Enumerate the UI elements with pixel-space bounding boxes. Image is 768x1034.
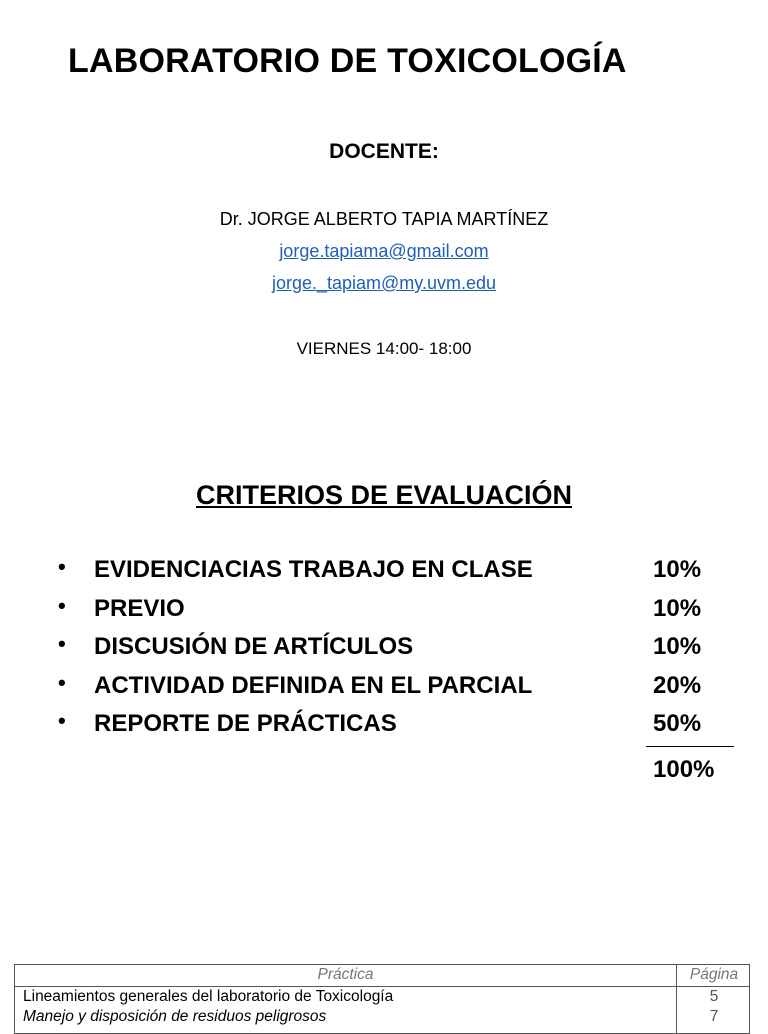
criteria-percent: 10% — [653, 594, 702, 622]
criteria-label: PREVIO — [94, 594, 185, 622]
total-divider — [646, 746, 734, 747]
bullet-icon: • — [58, 631, 66, 656]
toc-practice-title: Manejo y disposición de residuos peligrosos — [23, 1008, 327, 1025]
criteria-label: ACTIVIDAD DEFINIDA EN EL PARCIAL — [94, 671, 533, 699]
email-link-gmail[interactable]: jorge.tapiama@gmail.com — [279, 241, 489, 261]
criteria-item — [56, 556, 746, 595]
toc-header-practice: Práctica — [317, 966, 374, 983]
criteria-item — [56, 669, 746, 711]
bullet-icon: • — [58, 708, 66, 733]
total-percent: 100% — [653, 756, 715, 783]
toc-header-page: Página — [689, 966, 739, 983]
criteria-item — [56, 710, 746, 749]
toc-header-row — [15, 965, 749, 987]
docente-heading: DOCENTE: — [329, 140, 439, 163]
toc-practice-title: Lineamientos generales del laboratorio de Toxicología — [23, 988, 394, 1005]
class-schedule: VIERNES 14:00- 18:00 — [296, 339, 472, 358]
criteria-label: EVIDENCIACIAS TRABAJO EN CLASE — [94, 556, 533, 583]
criteria-label: DISCUSIÓN DE ARTÍCULOS — [94, 633, 414, 660]
bullet-icon: • — [58, 592, 66, 618]
criteria-percent: 10% — [653, 633, 702, 660]
table-row — [15, 1007, 749, 1027]
bullet-icon: • — [58, 669, 66, 695]
criteria-item — [56, 633, 746, 672]
teacher-name: Dr. JORGE ALBERTO TAPIA MARTÍNEZ — [219, 209, 549, 229]
table-row — [15, 987, 749, 1007]
toc-page-number: 5 — [709, 988, 719, 1005]
bullet-icon: • — [58, 554, 66, 579]
toc-page-number: 7 — [709, 1008, 719, 1025]
criteria-percent: 10% — [653, 556, 702, 583]
criteria-percent: 50% — [653, 710, 702, 737]
criteria-heading: CRITERIOS DE EVALUACIÓN — [195, 480, 573, 510]
criteria-percent: 20% — [653, 671, 702, 699]
criteria-item — [56, 592, 746, 634]
email-link-uvm[interactable]: jorge._tapiam@my.uvm.edu — [271, 273, 497, 293]
criteria-label: REPORTE DE PRÁCTICAS — [94, 710, 397, 737]
criteria-list — [56, 556, 746, 749]
page-title: LABORATORIO DE TOXICOLOGÍA — [68, 42, 627, 80]
